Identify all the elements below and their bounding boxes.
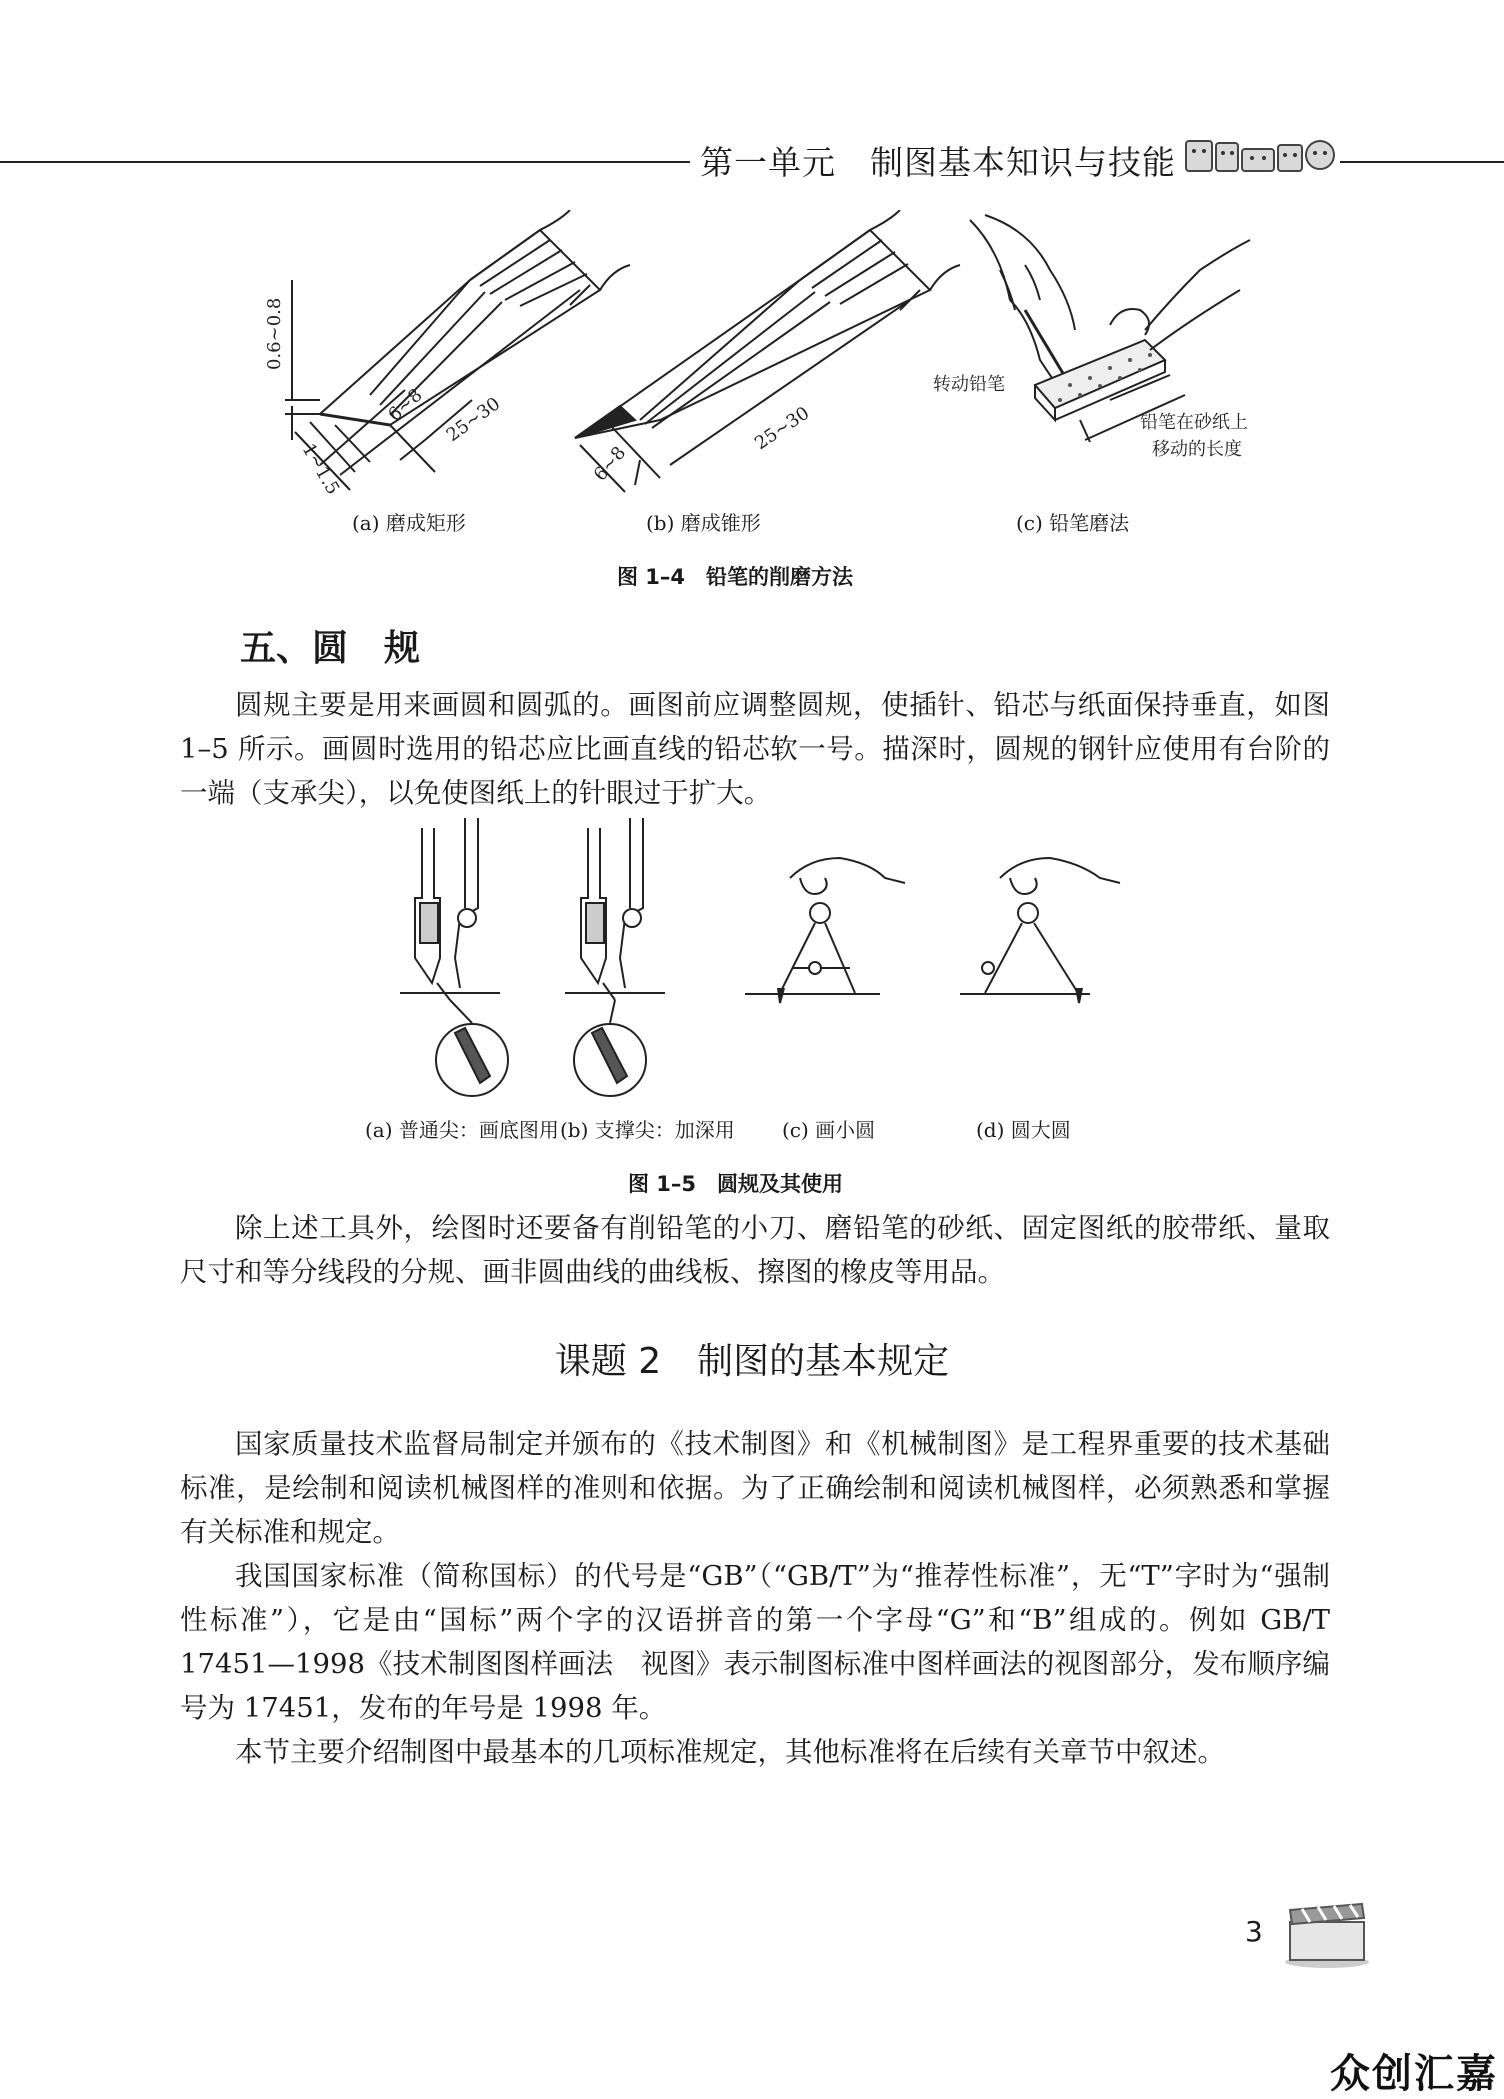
figure-1-4-artwork xyxy=(240,210,1320,500)
figure-1-4-caption: 图 1–4 铅笔的削磨方法 xyxy=(617,565,854,589)
clapperboard-icon xyxy=(1282,1900,1372,1970)
topic2-body xyxy=(180,1422,1330,1774)
dim-a-tip: 0.6~0.8 xyxy=(264,297,285,370)
paragraph-compass-text: 圆规主要是用来画圆和圆弧的。画图前应调整圆规，使插针、铅芯与纸面保持垂直，如图 1–5 所示。画圆时选用的铅芯应比画直线的铅芯软一号。描深时，圆规的钢针应使用有台阶的一端（支承尖），以免使图纸上的针眼过于扩大。 xyxy=(180,689,1330,809)
compass-leg-support-drawing xyxy=(565,818,665,1096)
page-number: 3 xyxy=(1245,1915,1263,1948)
dim-a-base: 1~1.5 xyxy=(297,440,344,499)
subcaption-1-4-b: (b) 磨成锥形 xyxy=(646,511,761,535)
subcaption-1-4-a: (a) 磨成矩形 xyxy=(352,511,466,535)
pencil-rectangular-drawing xyxy=(285,210,630,490)
topic2-paragraph-1: 国家质量技术监督局制定并颁布的《技术制图》和《机械制图》是工程界重要的技术基础标准，是绘制和阅读机械图样的准则和依据。为了正确绘制和阅读机械图样，必须熟悉和掌握有关标准和规定。 xyxy=(180,1428,1330,1548)
compass-large-circle-drawing xyxy=(960,858,1120,1003)
dim-a-short: 6~8 xyxy=(384,384,427,426)
paragraph-tools xyxy=(180,1206,1330,1294)
compass-leg-normal-drawing xyxy=(400,818,508,1096)
paragraph-tools-text: 除上述工具外，绘图时还要备有削铅笔的小刀、磨铅笔的砂纸、固定图纸的胶带纸、量取尺寸和等分线段的分规、画非圆曲线的曲线板、擦图的橡皮等用品。 xyxy=(180,1212,1330,1288)
subcaption-1-5-a: (a) 普通尖：画底图用 xyxy=(365,1118,559,1142)
paragraph-compass xyxy=(180,683,1330,815)
header-unit: 第一单元 xyxy=(700,143,836,182)
label-move-line2: 移动的长度 xyxy=(1152,439,1242,460)
subcaption-1-5-d: (d) 圆大圆 xyxy=(976,1118,1071,1142)
figure-1-5-artwork xyxy=(360,818,1140,1108)
subcaption-1-4-c: (c) 铅笔磨法 xyxy=(1016,511,1130,535)
dim-b-long: 25~30 xyxy=(751,402,814,455)
section-heading-compass: 五、圆 规 xyxy=(240,627,421,669)
dim-b-short: 6~8 xyxy=(589,442,631,486)
subcaption-1-5-b: (b) 支撑尖：加深用 xyxy=(560,1118,735,1142)
topic-heading-basic-rules: 课题 2 制图的基本规定 xyxy=(554,1341,950,1382)
label-move-line1: 铅笔在砂纸上 xyxy=(1140,412,1248,433)
compass-small-circle-drawing xyxy=(745,858,905,1003)
subcaption-1-5-c: (c) 画小圆 xyxy=(782,1118,876,1142)
running-header xyxy=(700,137,1176,184)
figure-1-5-caption: 图 1–5 圆规及其使用 xyxy=(628,1172,844,1196)
pencil-sanding-drawing xyxy=(970,215,1250,442)
header-rule-left xyxy=(0,161,690,163)
watermark: 众创汇嘉 xyxy=(1330,2051,1498,2097)
dim-a-long: 25~30 xyxy=(442,393,505,447)
header-title: 制图基本知识与技能 xyxy=(870,143,1176,182)
label-rotate-pencil: 转动铅笔 xyxy=(933,374,1005,395)
header-cartoon-icons xyxy=(1182,133,1337,183)
header-rule-right xyxy=(1340,161,1504,163)
topic2-paragraph-2: 我国国家标准（简称国标）的代号是“GB”（“GB/T”为“推荐性标准”，无“T”字时为“强制性标准”），它是由“国标”两个字的汉语拼音的第一个字母“G”和“B”组成的。例如 GB/T 17451—1998《技术制图图样画法 视图》表示制图标准中图样画法的视图部分，发布顺序编号为 17451，发布的年号是 1998 年。 xyxy=(180,1560,1330,1724)
topic2-paragraph-3: 本节主要介绍制图中最基本的几项标准规定，其他标准将在后续有关章节中叙述。 xyxy=(235,1736,1225,1768)
